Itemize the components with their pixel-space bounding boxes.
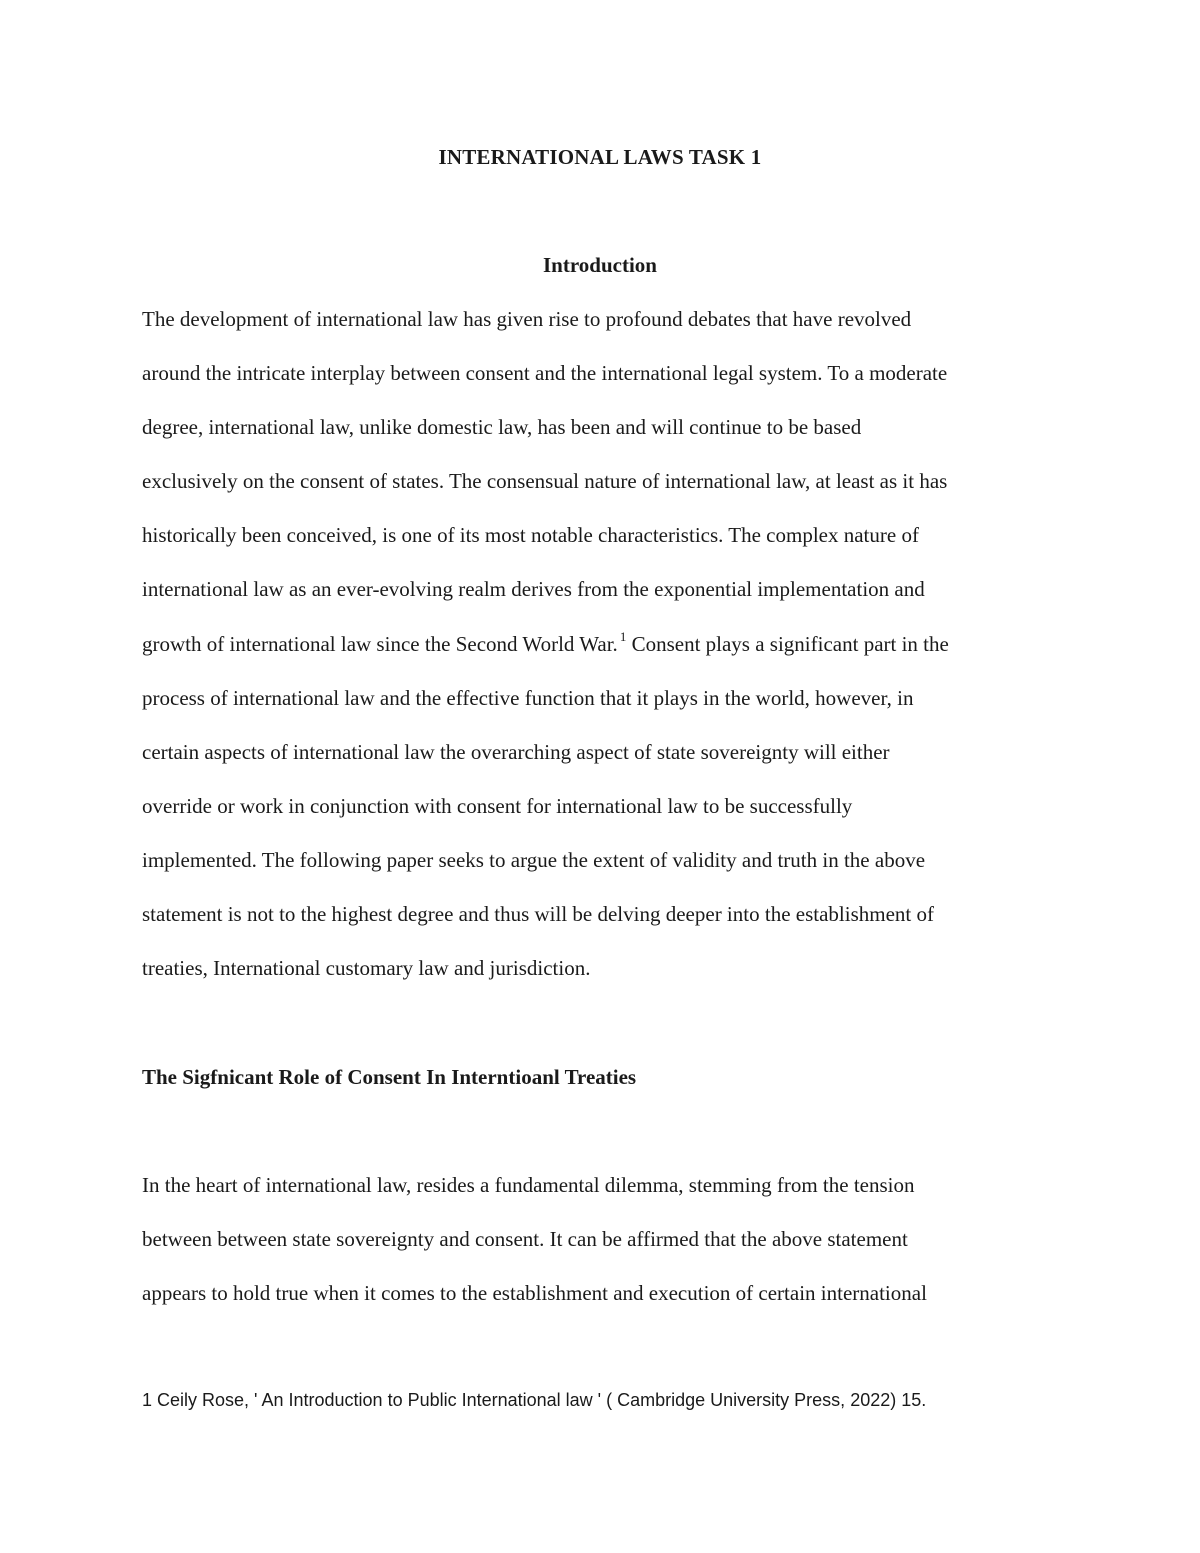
introduction-paragraph [142,305,1062,1008]
paragraph-line: historically been conceived, is one of its most notable characteristics. The complex nature of [142,523,919,548]
paragraph-line: implemented. The following paper seeks to argue the extent of validity and truth in the above [142,847,926,872]
footnote-text: 1 Ceily Rose, ' An Introduction to Public International law ' ( Cambridge University Press, 2022) 15. [142,1390,927,1410]
footnote-reference[interactable]: 1 [619,628,627,644]
paragraph-line: statement is not to the highest degree and thus will be delving deeper into the establishment of [142,902,934,927]
paragraph-line: degree, international law, unlike domestic law, has been and will continue to be based [142,415,862,440]
paragraph-line-with-footnote [142,630,1062,684]
document-title: INTERNATIONAL LAWS TASK 1 [438,145,762,169]
paragraph-line: appears to hold true when it comes to the establishment and execution of certain international [142,1281,927,1306]
paragraph-line: In the heart of international law, resides a fundamental dilemma, stemming from the tension [142,1173,915,1197]
paragraph-line: international law as an ever-evolving realm derives from the exponential implementation and [142,577,925,602]
paragraph-line: around the intricate interplay between consent and the international legal system. To a moderate [142,361,948,386]
paragraph-line: between between state sovereignty and consent. It can be affirmed that the above statement [142,1227,908,1252]
treaties-section-heading: The Sigfnicant Role of Consent In Interntioanl Treaties [142,1065,637,1089]
treaties-paragraph [142,1171,1062,1333]
paragraph-line: override or work in conjunction with consent for international law to be successfully [142,793,853,818]
paragraph-line: process of international law and the effective function that it plays in the world, however, in [142,685,914,710]
paragraph-line: The development of international law has given rise to profound debates that have revolved [142,307,912,331]
paragraph-line: certain aspects of international law the overarching aspect of state sovereignty will either [142,739,890,764]
introduction-heading: Introduction [543,253,657,277]
line-text-before-ref: growth of international law since the Second World War. [142,631,618,656]
paragraph-line: treaties, International customary law and jurisdiction. [142,956,591,981]
paragraph-line: exclusively on the consent of states. The consensual nature of international law, at least as it has [142,469,948,494]
line-text-after-ref: Consent plays a significant part in the [626,631,949,656]
